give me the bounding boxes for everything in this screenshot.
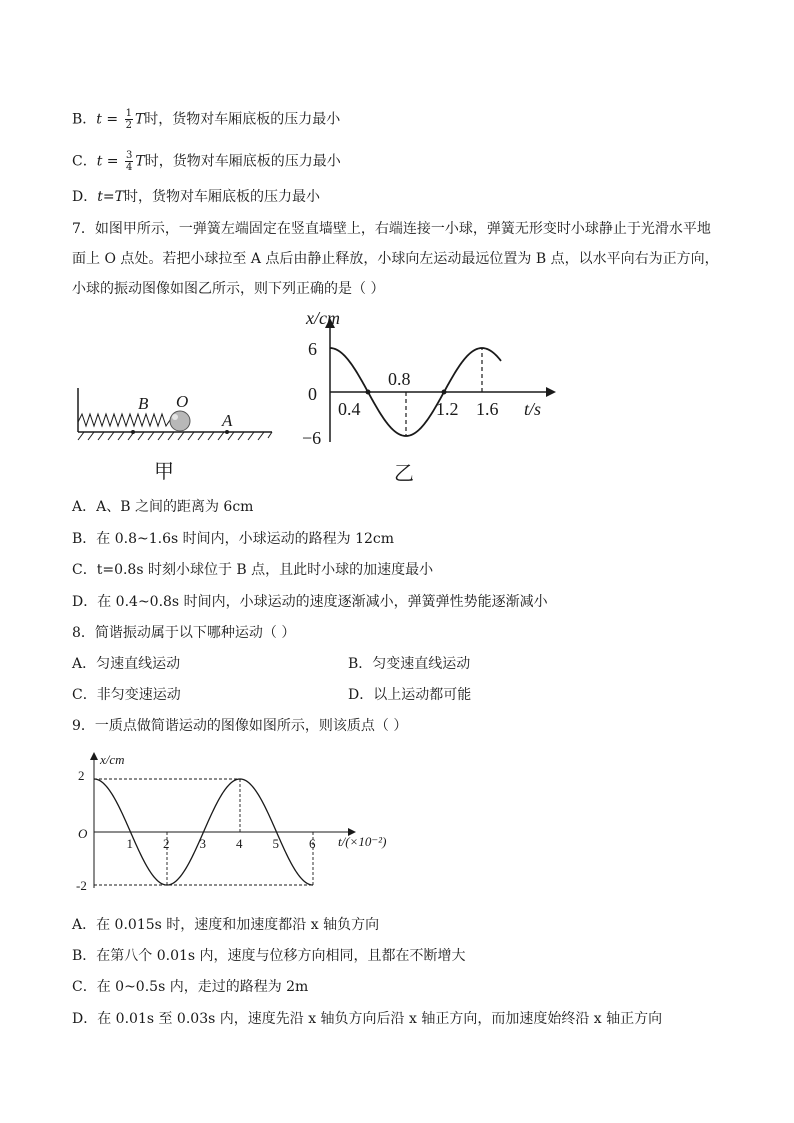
x-tick-1-6: 1.6	[476, 399, 499, 419]
q9-stem: 9．一质点做简谐运动的图像如图所示，则该质点（ ）	[72, 718, 408, 734]
x-axis-label: t/(×10⁻²)	[338, 834, 387, 849]
x-tick-4: 4	[236, 836, 243, 851]
variable-T: T	[134, 111, 145, 128]
q7-stem-line-1: 7．如图甲所示，一弹簧左端固定在竖直墙壁上，右端连接一小球，弹簧无形变时小球静止于光滑水平地	[72, 221, 711, 237]
point-b	[131, 430, 135, 434]
equals: =	[102, 189, 115, 205]
x-tick-labels	[127, 836, 317, 851]
y-tick-0: 0	[308, 384, 317, 404]
q8-stem: 8．简谐振动属于以下哪种运动（ ）	[72, 625, 296, 641]
fraction-denominator: 4	[126, 162, 133, 173]
x-tick-5: 5	[272, 836, 279, 851]
variable-T: T	[114, 189, 124, 205]
chart-yi-vibration-graph	[290, 310, 570, 488]
zero-crossing-0-4	[366, 390, 371, 395]
variable-T: T	[135, 153, 145, 170]
q8-option-d[interactable]: D．以上运动都可能	[348, 687, 472, 703]
q8-option-b[interactable]: B．匀变速直线运动	[348, 656, 471, 672]
q7-option-a[interactable]: A．A、B 之间的距离为 6cm	[72, 499, 254, 515]
spring	[78, 414, 170, 426]
x-tick-2: 2	[163, 836, 170, 851]
x-tick-1-2: 1.2	[436, 399, 459, 419]
y-tick-neg-6: −6	[302, 428, 322, 448]
option-letter: B．	[72, 111, 97, 128]
fraction-numerator: 1	[125, 108, 132, 119]
y-tick-neg-2: -2	[76, 878, 87, 893]
y-axis-label: x/cm	[100, 752, 125, 767]
q9-option-b[interactable]: B．在第八个 0.01s 内，速度与位移方向相同，且都在不断增大	[72, 948, 466, 964]
option-letter: D．	[72, 189, 98, 205]
x-tick-0-4: 0.4	[338, 399, 361, 419]
q7-option-c[interactable]: C．t=0.8s 时刻小球位于 B 点，且此时小球的加速度最小	[72, 562, 434, 578]
ball-highlight	[172, 414, 178, 420]
option-text: 时，货物对车厢底板的压力最小	[144, 153, 341, 170]
fraction	[125, 150, 133, 173]
option-text: 时，货物对车厢底板的压力最小	[123, 189, 320, 205]
x-tick-3: 3	[199, 836, 206, 851]
zero-crossing-1-2	[442, 390, 447, 395]
y-axis-label: x/cm	[306, 310, 340, 328]
q9-option-a[interactable]: A．在 0.015s 时，速度和加速度都沿 x 轴负方向	[72, 917, 380, 933]
y-axis-arrow	[90, 752, 98, 760]
label-b: B	[138, 394, 149, 413]
fraction-numerator: 3	[126, 150, 133, 161]
q7-stem-line-3: 小球的振动图像如图乙所示，则下列正确的是（ ）	[72, 281, 385, 297]
fraction	[125, 108, 133, 131]
fraction-denominator: 2	[125, 120, 132, 131]
label-o: O	[176, 392, 189, 411]
caption-yi: 乙	[394, 463, 414, 485]
option-text: 时，货物对车厢底板的压力最小	[144, 111, 341, 128]
figure-jia-spring-ball	[72, 380, 282, 490]
equals: =	[101, 111, 123, 128]
q6-option-b[interactable]	[72, 108, 340, 131]
chart-q9-vibration-graph	[72, 748, 402, 898]
y-tick-2: 2	[78, 768, 85, 783]
label-a: A	[222, 411, 233, 430]
x-axis-arrow	[546, 387, 556, 397]
q8-option-c[interactable]: C．非匀变速运动	[72, 687, 181, 703]
point-a	[225, 430, 229, 434]
y-tick-6: 6	[308, 339, 317, 359]
equals: =	[102, 153, 123, 170]
x-axis-label: t/s	[524, 399, 542, 419]
q7-option-d[interactable]: D．在 0.4~0.8s 时间内，小球运动的速度逐渐减小，弹簧弹性势能逐渐减小	[72, 594, 548, 610]
x-tick-1: 1	[126, 836, 133, 851]
q7-stem-line-2: 面上 O 点处。若把小球拉至 A 点后由静止释放，小球向左运动最远位置为 B 点，以水平向右为正方向，	[72, 251, 719, 267]
variable-t: t	[96, 153, 103, 170]
variable-t: t	[97, 189, 103, 205]
q6-option-c[interactable]	[72, 150, 341, 173]
x-tick-0-8: 0.8	[388, 369, 411, 389]
q7-option-b[interactable]: B．在 0.8~1.6s 时间内，小球运动的路程为 12cm	[72, 531, 395, 547]
x-tick-6: 6	[309, 836, 316, 851]
caption-jia: 甲	[154, 461, 174, 483]
variable-t: t	[96, 111, 102, 128]
q8-option-a[interactable]: A．匀速直线运动	[72, 656, 181, 672]
floor-hatching	[78, 432, 272, 440]
q6-option-d[interactable]	[72, 188, 320, 206]
option-letter: C．	[72, 153, 97, 170]
ball	[170, 411, 190, 431]
q9-option-c[interactable]: C．在 0~0.5s 内，走过的路程为 2m	[72, 979, 309, 995]
origin-label: O	[78, 826, 88, 841]
q9-option-d[interactable]: D．在 0.01s 至 0.03s 内，速度先沿 x 轴负方向后沿 x 轴正方向，而加速度始终沿 x 轴正方向	[72, 1011, 663, 1027]
